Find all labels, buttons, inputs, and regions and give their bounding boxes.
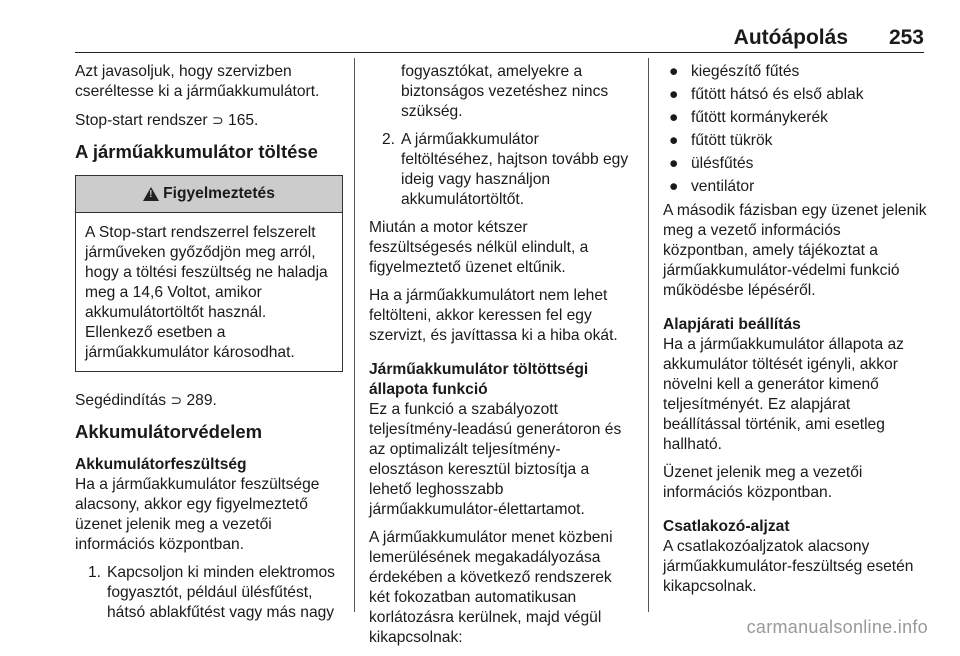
page-reference-link[interactable]: 289. [186, 392, 217, 409]
paragraph: Üzenet jelenik meg a vezetői információs központban. [663, 464, 863, 501]
heading-battery-charging: A járműakkumulátor töltése [75, 141, 318, 162]
section-title: Autóápolás [733, 26, 848, 49]
column-divider-1 [354, 58, 355, 612]
list-item: ● ülésfűtés [663, 154, 928, 174]
column-divider-2 [648, 58, 649, 612]
paragraph-jump-start: Segédindítás ⊃ 289. [75, 392, 217, 409]
numbered-list [75, 563, 343, 623]
list-item: ● ventilátor [663, 177, 928, 197]
subheading-charge-state: Járműakkumulátor töltöttségi állapota funkció [369, 361, 589, 398]
bullet-icon: ● [669, 155, 679, 172]
paragraph-stop-start: Stop-start rendszer ⊃ 165. [75, 112, 259, 129]
subheading-battery-voltage: Akkumulátorfeszültség [75, 456, 247, 473]
page-number: 253 [888, 26, 924, 49]
bullet-icon: ● [669, 178, 679, 195]
header-divider [75, 52, 924, 53]
warning-header [76, 176, 342, 213]
list-item: 2. A járműakkumulátor feltöltéséhez, hajtson tovább egy ideig vagy használjon akkumulátortöltőt. [381, 131, 629, 208]
page-reference-link[interactable]: 165. [228, 112, 259, 129]
paragraph: A járműakkumulátor menet közbeni lemerülésének megakadályozása érdekében a következő rendszerek két fokozatban automatikusan korlátozásra kerülnek, majd végül kikapcsolnak: [369, 529, 613, 646]
paragraph: Azt javasoljuk, hogy szervizben cseréltesse ki a járműakkumulátort. [75, 63, 320, 100]
numbered-list [369, 130, 631, 210]
paragraph: Miután a motor kétszer feszültségesés nélkül elindult, a figyelmeztető üzenet eltűnik. [369, 219, 589, 276]
paragraph: Ha a járműakkumulátor feszültsége alacsony, akkor egy figyelmeztető üzenet jelenik meg a vezetői információs központban. [75, 476, 320, 553]
list-item: ● fűtött hátsó és első ablak [663, 85, 928, 105]
paragraph: Ha a járműakkumulátor állapota az akkumulátor töltését igényli, akkor növelni kell a generátor kimenő teljesítményét. Ez alapjárat beállítással történik, ami esetleg hallható. [663, 336, 904, 453]
subheading-socket: Csatlakozó-aljzat [663, 518, 790, 535]
bullet-list [663, 62, 928, 197]
paragraph: Ez a funkció a szabályozott teljesítmény-leadású generátoron és az optimalizált teljesítmény-elosztáson keresztül biztosítja a lehető leghosszabb járműakkumulátor-élettartamot. [369, 401, 622, 518]
column-1 [75, 62, 343, 631]
bullet-icon: ● [669, 63, 679, 80]
warning-title: Figyelmeztetés [163, 185, 275, 202]
paragraph: A csatlakozóaljzatok alacsony járműakkumulátor-feszültség esetén kikapcsolnak. [663, 538, 914, 595]
page-header [0, 0, 960, 56]
paragraph: Ha a járműakkumulátort nem lehet feltölteni, akkor keressen fel egy szervizt, és javíttassa ki a hiba okát. [369, 287, 618, 344]
bullet-icon: ● [669, 109, 679, 126]
warning-triangle-icon: ! [143, 187, 159, 201]
watermark: carmanualsonline.info [746, 617, 928, 637]
warning-body: A Stop-start rendszerrel felszerelt járműveken győződjön meg arról, hogy a töltési feszültség ne haladja meg a 14,6 Voltot, amikor akkumulátortöltőt használ. Ellenkező esetben a járműakkumulátor károsodhat. [85, 224, 328, 361]
bullet-icon: ● [669, 132, 679, 149]
heading-battery-protection: Akkumulátorvédelem [75, 421, 263, 442]
list-item: ● fűtött kormánykerék [663, 108, 928, 128]
arrow-right-icon: ⊃ [170, 392, 183, 408]
subheading-idle-setting: Alapjárati beállítás [663, 316, 801, 333]
column-2 [369, 62, 631, 656]
warning-box [75, 175, 343, 372]
list-item: ● kiegészítő fűtés [663, 62, 928, 82]
list-item-continuation: fogyasztókat, amelyekre a biztonságos vezetéshez nincs szükség. [401, 63, 609, 120]
bullet-icon: ● [669, 86, 679, 103]
arrow-right-icon: ⊃ [211, 112, 224, 128]
list-item: ● fűtött tükrök [663, 131, 928, 151]
list-item: 1. Kapcsoljon ki minden elektromos fogyasztót, például ülésfűtést, hátsó ablakfűtést vagy más nagy [87, 564, 335, 621]
paragraph: A második fázisban egy üzenet jelenik meg a vezető információs központban, amely tájékoztat a járműakkumulátor-védelmi funkció működésbe lépéséről. [663, 202, 927, 299]
column-3 [663, 62, 928, 605]
